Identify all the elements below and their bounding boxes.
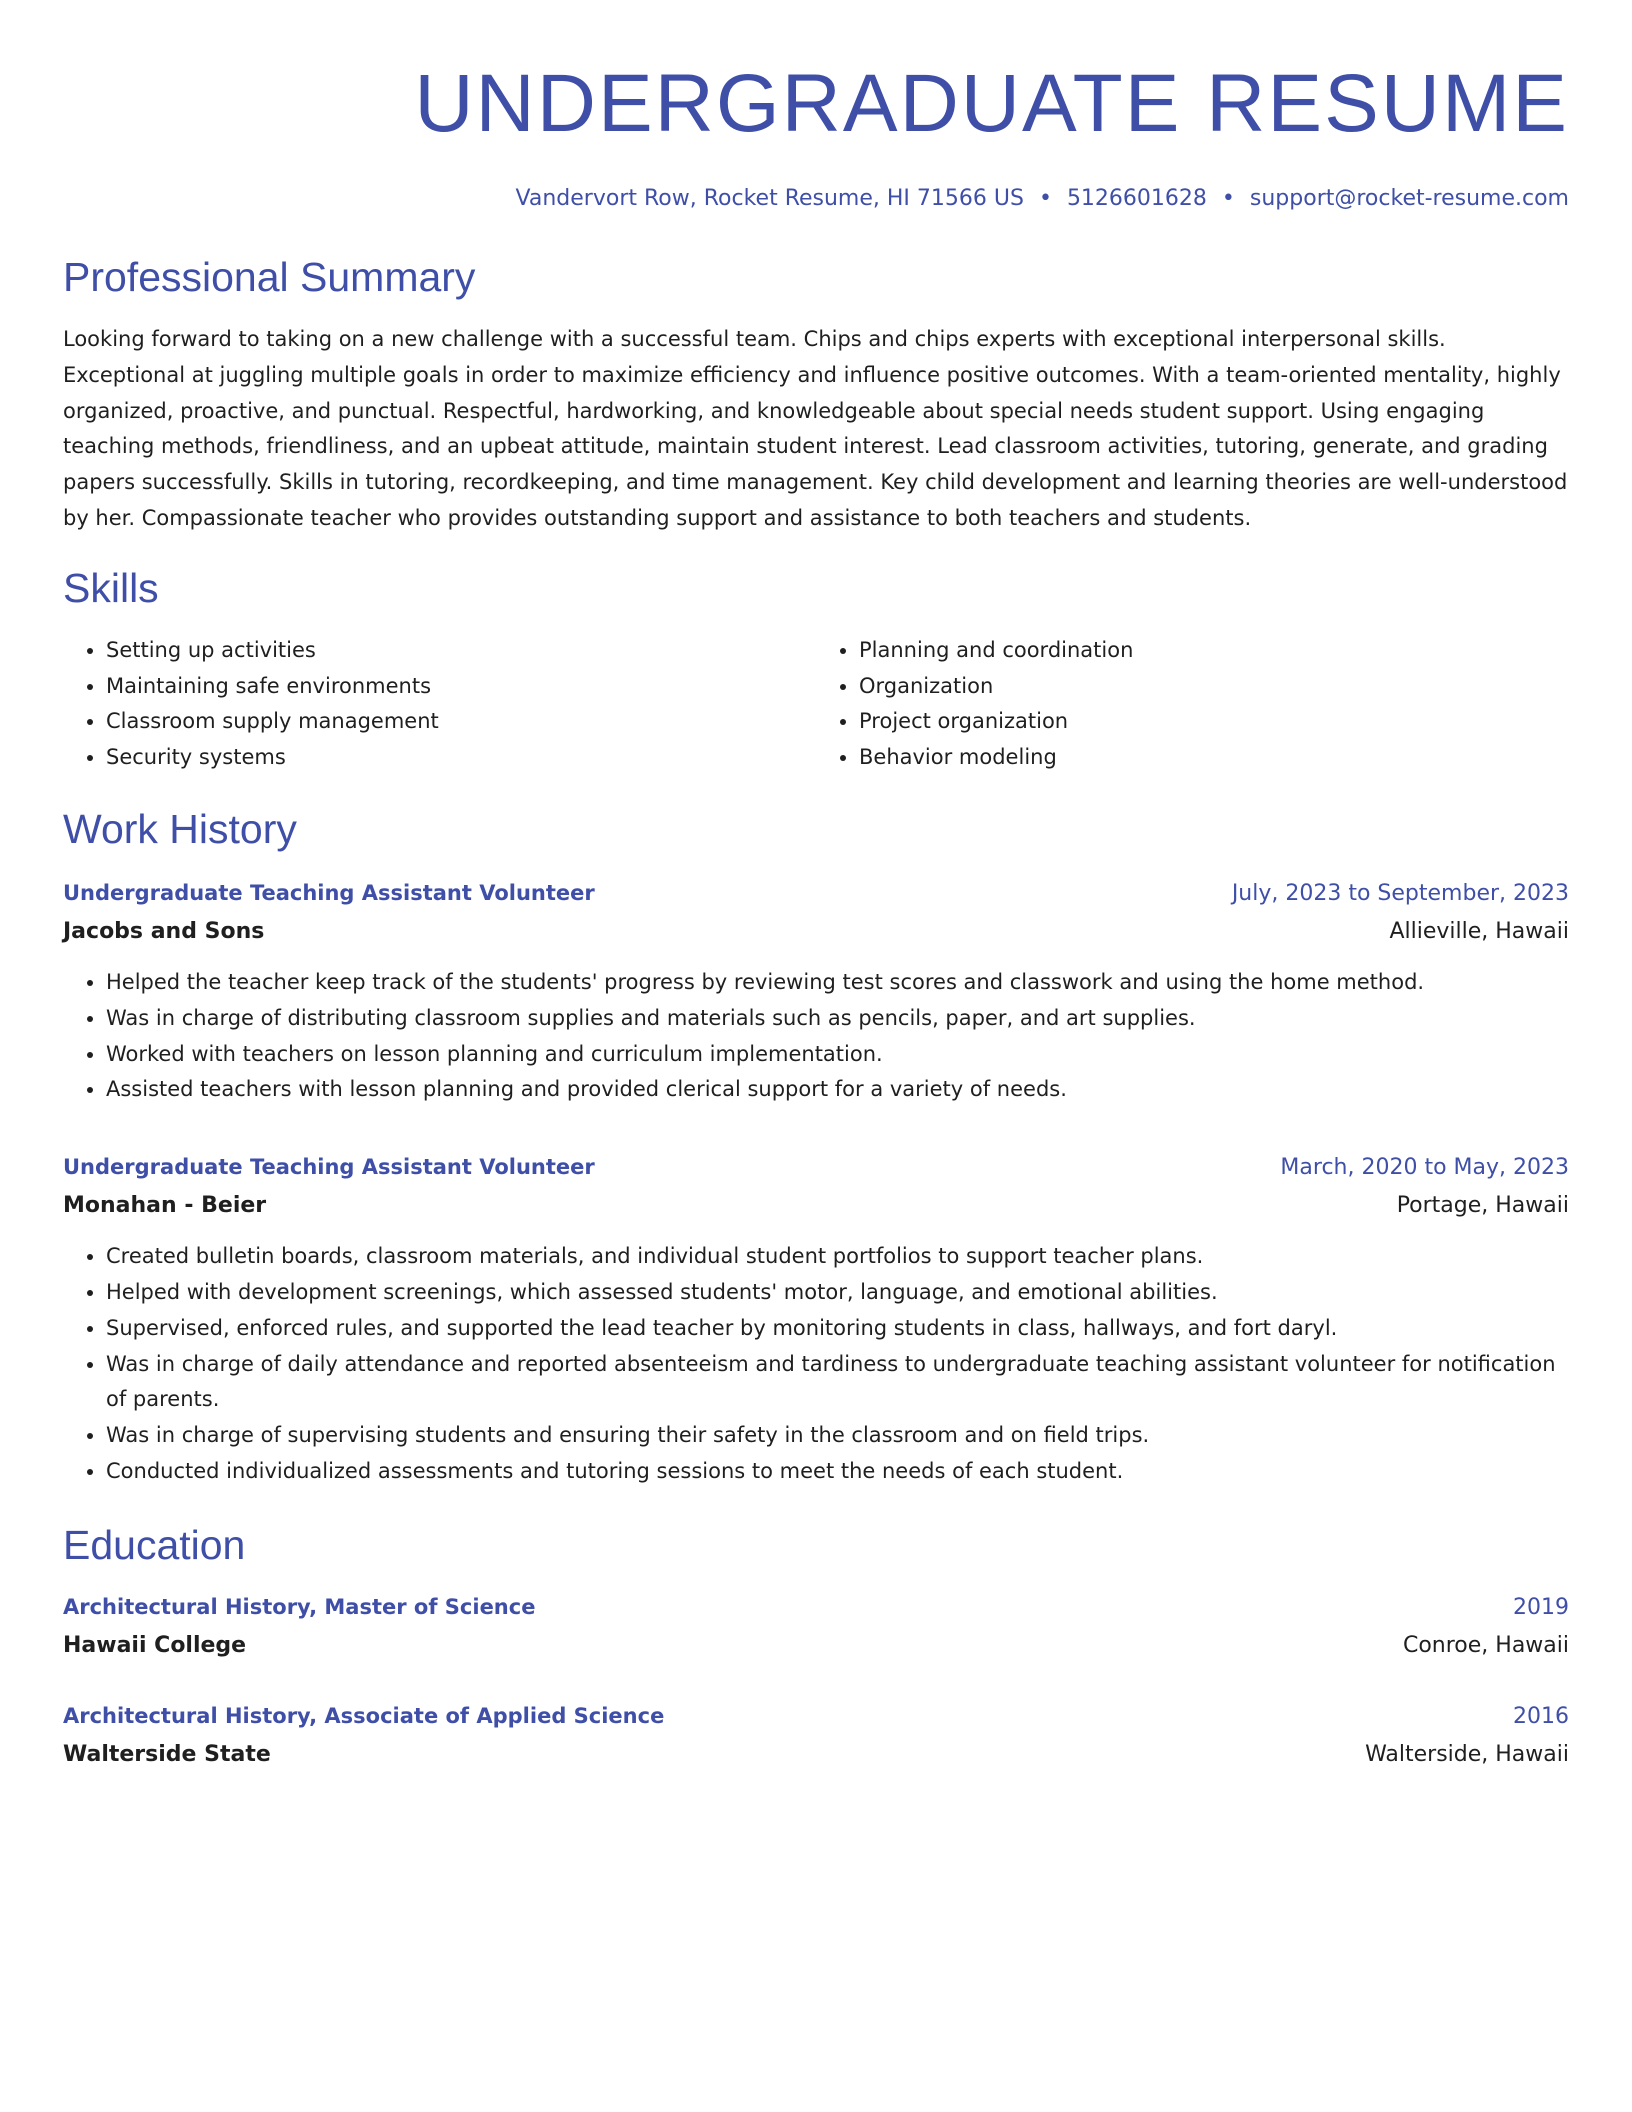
- job-bullet: • Was in charge of distributing classroom supplies and materials such as pencils, paper, and art supplies.: [106, 1001, 1569, 1037]
- school-location: Conroe, Hawaii: [1402, 1632, 1569, 1658]
- resume-header: [63, 56, 1569, 214]
- contact-address: Vandervort Row, Rocket Resume, HI 71566 US: [515, 186, 1024, 211]
- skill-item: • Planning and coordination: [859, 633, 1569, 669]
- degree-row: [63, 1697, 1569, 1736]
- summary-section: [63, 252, 1569, 537]
- school-row: [63, 1736, 1569, 1774]
- job-title: Undergraduate Teaching Assistant Volunteer: [63, 1155, 595, 1180]
- skill-item: • Security systems: [106, 740, 816, 776]
- job-bullets: [63, 1239, 1569, 1490]
- contact-email: support@rocket-resume.com: [1249, 186, 1569, 211]
- job-bullet: • Helped with development screenings, which assessed students' motor, language, and emotional abilities.: [106, 1275, 1569, 1311]
- work-history-heading: Work History: [63, 805, 297, 852]
- skills-columns: [63, 633, 1569, 776]
- summary-heading: Professional Summary: [63, 254, 476, 300]
- job-title-row: [63, 874, 1569, 913]
- contact-separator: •: [1221, 186, 1235, 211]
- school-row: [63, 1627, 1569, 1665]
- summary-text: Looking forward to taking on a new challenge with a successful team. Chips and chips experts with exceptional interpersonal skills. Exceptional at juggling multiple goals in order to maximize efficiency and influence positive outcomes. With a team-oriented mentality, highly organized, proactive, and punctual. Respectful, hardworking, and knowledgeable about special needs student support. Using engaging teaching methods, friendliness, and an upbeat attitude, maintain student interest. Lead classroom activities, tutoring, generate, and grading papers successfully. Skills in tutoring, recordkeeping, and time management. Key child development and learning theories are well-understood by her. Compassionate teacher who provides outstanding support and assistance to both teachers and students.: [63, 327, 1568, 530]
- skills-list-left: [63, 633, 816, 776]
- work-history-section: [63, 804, 1569, 1490]
- education-entry: [63, 1697, 1569, 1774]
- job-location: Portage, Hawaii: [1396, 1193, 1569, 1219]
- skills-list-right: [816, 633, 1569, 776]
- job-title: Undergraduate Teaching Assistant Volunteer: [63, 880, 595, 905]
- school-name: Hawaii College: [63, 1632, 247, 1658]
- contact-phone: 5126601628: [1066, 186, 1207, 211]
- education-section: [63, 1520, 1569, 1774]
- job-dates: March, 2020 to May, 2023: [1280, 1155, 1569, 1181]
- contact-line: [63, 184, 1569, 214]
- skill-item: • Organization: [859, 669, 1569, 705]
- job-company-row: [63, 1187, 1569, 1225]
- job-title-row: [63, 1148, 1569, 1187]
- job-bullet: • Conducted individualized assessments and tutoring sessions to meet the needs of each student.: [106, 1454, 1569, 1490]
- job-company: Jacobs and Sons: [63, 918, 265, 944]
- skill-item: • Behavior modeling: [859, 740, 1569, 776]
- job-dates: July, 2023 to September, 2023: [1231, 880, 1569, 906]
- skill-item: • Setting up activities: [106, 633, 816, 669]
- job-bullet: • Worked with teachers on lesson planning and curriculum implementation.: [106, 1037, 1569, 1073]
- degree-title: Architectural History, Associate of Applied Science: [63, 1703, 665, 1728]
- job-location: Allieville, Hawaii: [1389, 918, 1569, 944]
- degree-year: 2016: [1513, 1703, 1569, 1729]
- job-bullet: • Supervised, enforced rules, and supported the lead teacher by monitoring students in class, hallways, and fort daryl.: [106, 1311, 1569, 1347]
- degree-row: [63, 1588, 1569, 1627]
- school-name: Walterside State: [63, 1741, 271, 1767]
- job-bullets: [63, 965, 1569, 1108]
- degree-year: 2019: [1513, 1594, 1569, 1620]
- resume-name: UNDERGRADUATE RESUME: [414, 58, 1569, 149]
- education-heading: Education: [63, 1521, 246, 1568]
- job-entry: [63, 1148, 1569, 1490]
- skill-item: • Project organization: [859, 704, 1569, 740]
- skills-heading: Skills: [63, 564, 159, 611]
- skill-item: • Maintaining safe environments: [106, 669, 816, 705]
- education-entry: [63, 1588, 1569, 1665]
- skills-section: [63, 563, 1569, 776]
- job-bullet: • Was in charge of daily attendance and reported absenteeism and tardiness to undergraduate teaching assistant volunteer for notification of parents.: [106, 1347, 1569, 1419]
- job-company: Monahan - Beier: [63, 1193, 267, 1219]
- school-location: Walterside, Hawaii: [1365, 1741, 1569, 1767]
- job-bullet: • Helped the teacher keep track of the students' progress by reviewing test scores and classwork and using the home method.: [106, 965, 1569, 1001]
- job-bullet: • Created bulletin boards, classroom materials, and individual student portfolios to support teacher plans.: [106, 1239, 1569, 1275]
- degree-title: Architectural History, Master of Science: [63, 1594, 536, 1619]
- job-company-row: [63, 913, 1569, 951]
- job-bullet: • Was in charge of supervising students and ensuring their safety in the classroom and on field trips.: [106, 1418, 1569, 1454]
- job-entry: [63, 874, 1569, 1108]
- contact-separator: •: [1038, 186, 1052, 211]
- job-bullet: • Assisted teachers with lesson planning and provided clerical support for a variety of needs.: [106, 1072, 1569, 1108]
- skill-item: • Classroom supply management: [106, 704, 816, 740]
